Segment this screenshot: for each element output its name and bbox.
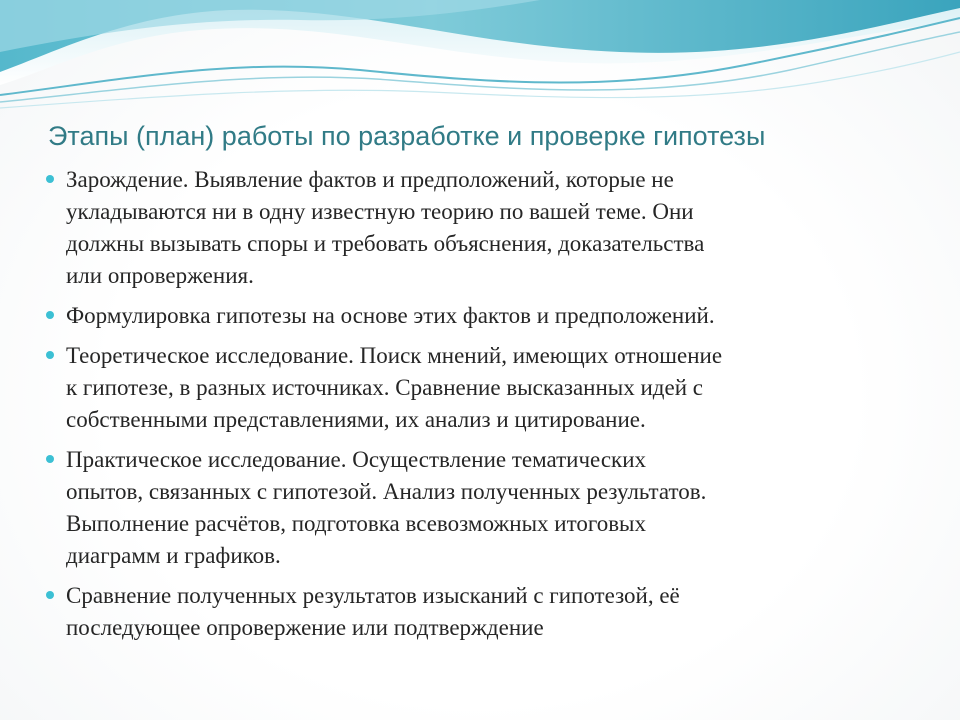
bullet-item: [46, 340, 926, 436]
bullet-dot-icon: [46, 591, 54, 599]
bullet-dot-icon: [46, 311, 54, 319]
wave-header-decoration: [0, 0, 960, 130]
bullet-text: Практическое исследование. Осуществление тематических опытов, связанных с гипотезой. Анализ полученных результатов. Выполнение расчётов, подготовка всевозможных итоговых диаграмм и графиков.: [66, 447, 707, 568]
bullet-dot-icon: [46, 351, 54, 359]
bullet-item: [46, 300, 926, 332]
bullet-item: [46, 444, 926, 572]
bullet-dot-icon: [46, 175, 54, 183]
bullet-item: [46, 580, 926, 644]
bullet-text: Теоретическое исследование. Поиск мнений, имеющих отношение к гипотезе, в разных источниках. Сравнение высказанных идей с собственными представлениями, их анализ и цитирование.: [66, 343, 723, 432]
bullet-dot-icon: [46, 455, 54, 463]
bullet-text: Сравнение полученных результатов изысканий с гипотезой, её последующее опровержение или подтверждение: [66, 583, 680, 640]
slide-title: Этапы (план) работы по разработке и проверке гипотезы: [48, 121, 766, 151]
bullet-item: [46, 164, 926, 292]
bullet-list: [46, 164, 926, 652]
bullet-text: Зарождение. Выявление фактов и предположений, которые не укладываются ни в одну известную теорию по вашей теме. Они должны вызывать споры и требовать объяснения, доказательства или опровержения.: [66, 167, 705, 288]
bullet-text: Формулировка гипотезы на основе этих фактов и предположений.: [66, 303, 715, 328]
